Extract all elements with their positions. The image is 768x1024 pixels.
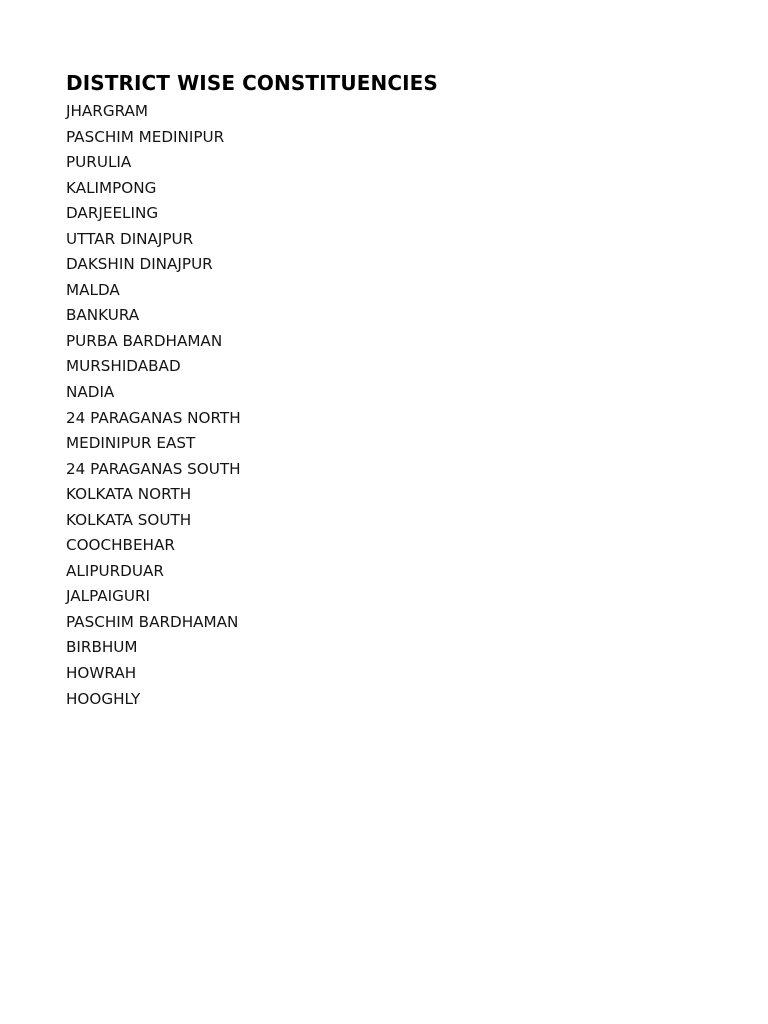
district-item: MURSHIDABAD <box>66 357 181 376</box>
district-item: HOOGHLY <box>66 689 141 708</box>
district-item: PURBA BARDHAMAN <box>66 331 223 350</box>
district-item: KOLKATA NORTH <box>66 485 192 504</box>
district-list <box>66 99 706 712</box>
district-item: JALPAIGURI <box>66 587 151 606</box>
district-item: MEDINIPUR EAST <box>66 434 196 453</box>
district-item: COOCHBEHAR <box>66 536 175 555</box>
district-item: DARJEELING <box>66 204 159 223</box>
district-item: JHARGRAM <box>66 102 149 120</box>
district-item: MALDA <box>66 280 120 299</box>
district-item: 24 PARAGANAS NORTH <box>66 408 241 427</box>
district-item: HOWRAH <box>66 664 137 683</box>
district-item: BIRBHUM <box>66 638 138 657</box>
district-item: ALIPURDUAR <box>66 561 164 580</box>
district-item: KALIMPONG <box>66 178 157 197</box>
page-title: DISTRICT WISE CONSTITUENCIES <box>66 71 438 95</box>
district-item: KOLKATA SOUTH <box>66 510 192 529</box>
district-item: NADIA <box>66 383 115 402</box>
district-item: DAKSHIN DINAJPUR <box>66 255 213 274</box>
district-item: 24 PARAGANAS SOUTH <box>66 459 241 478</box>
district-item: PASCHIM BARDHAMAN <box>66 612 239 631</box>
district-item: UTTAR DINAJPUR <box>66 229 194 248</box>
district-item: BANKURA <box>66 306 140 325</box>
document-content <box>66 69 706 712</box>
district-item: PURULIA <box>66 153 132 172</box>
district-item: PASCHIM MEDINIPUR <box>66 127 225 146</box>
